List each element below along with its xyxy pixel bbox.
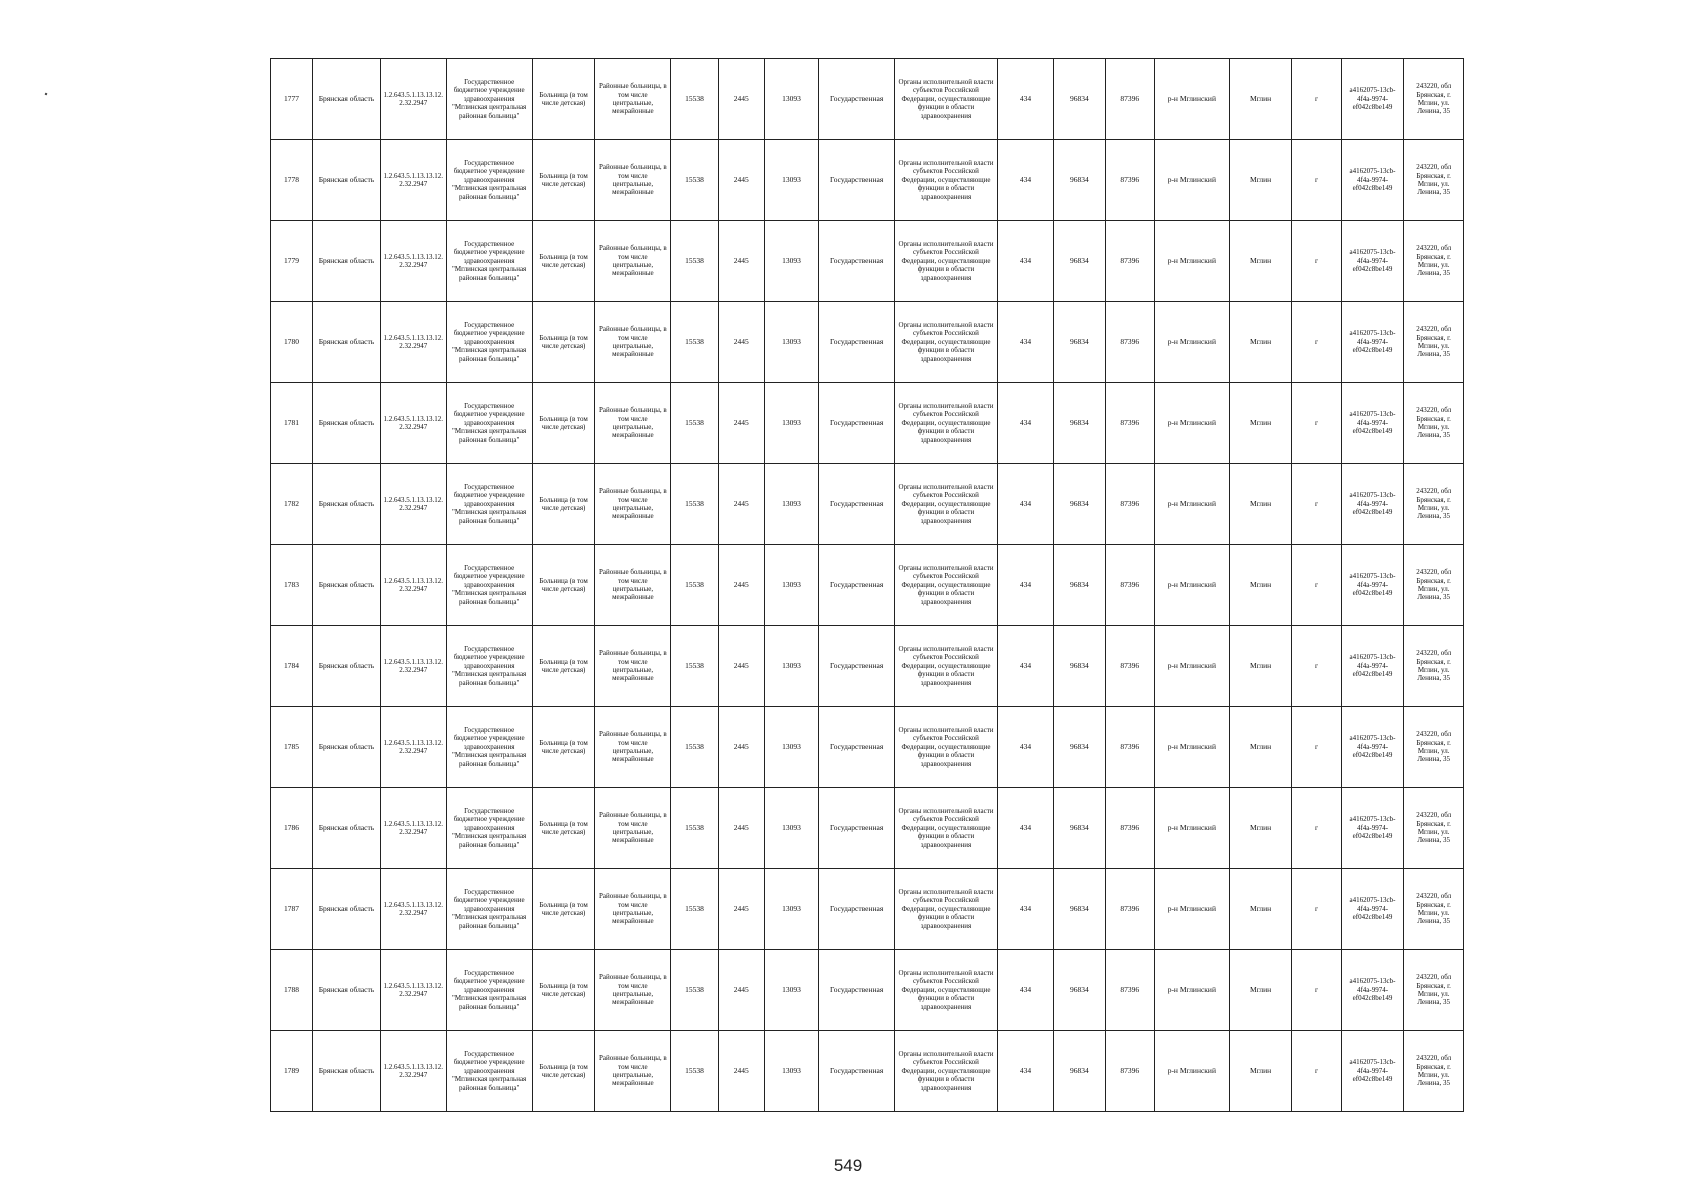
- table-row: [271, 1031, 1464, 1112]
- facility-subtype-cell: Районные больницы, в том числе центральные, межрайонные: [595, 869, 671, 950]
- value-cell-3: 13093: [764, 140, 818, 221]
- value-cell-3: 13093: [764, 464, 818, 545]
- authority-cell: Органы исполнительной власти субъектов Российской Федерации, осуществляющие функции в области здравоохранения: [895, 302, 998, 383]
- row-number: 1782: [271, 464, 313, 545]
- organization-name-cell: Государственное бюджетное учреждение здравоохранения "Мглинская центральная районная больница": [446, 464, 532, 545]
- value-cell-1: 15538: [671, 545, 718, 626]
- city-cell: Мглин: [1229, 626, 1292, 707]
- value-cell-4: 434: [997, 302, 1053, 383]
- district-cell: р-н Мглинский: [1154, 626, 1229, 707]
- oid-cell: 1.2.643.5.1.13.13.12.2.32.2947: [380, 950, 446, 1031]
- row-number: 1779: [271, 221, 313, 302]
- row-number: 1777: [271, 59, 313, 140]
- facility-type-cell: Больница (в том числе детская): [532, 140, 595, 221]
- organization-name-cell: Государственное бюджетное учреждение здравоохранения "Мглинская центральная районная больница": [446, 707, 532, 788]
- value-cell-3: 13093: [764, 950, 818, 1031]
- value-cell-6: 87396: [1105, 59, 1154, 140]
- guid-cell: a4162075-13cb-4f4a-9974-ef042c8be149: [1341, 140, 1404, 221]
- district-cell: р-н Мглинский: [1154, 707, 1229, 788]
- settlement-kind-cell: г: [1292, 140, 1341, 221]
- organization-name-cell: Государственное бюджетное учреждение здравоохранения "Мглинская центральная районная больница": [446, 545, 532, 626]
- facility-type-cell: Больница (в том числе детская): [532, 950, 595, 1031]
- oid-cell: 1.2.643.5.1.13.13.12.2.32.2947: [380, 59, 446, 140]
- facility-subtype-cell: Районные больницы, в том числе центральные, межрайонные: [595, 950, 671, 1031]
- value-cell-6: 87396: [1105, 1031, 1154, 1112]
- settlement-kind-cell: г: [1292, 545, 1341, 626]
- address-cell: 243220, обл Брянская, г. Мглин, ул. Ленина, 35: [1404, 383, 1464, 464]
- value-cell-5: 96834: [1054, 626, 1105, 707]
- region-cell: Брянская область: [313, 626, 381, 707]
- district-cell: р-н Мглинский: [1154, 788, 1229, 869]
- facility-subtype-cell: Районные больницы, в том числе центральные, межрайонные: [595, 140, 671, 221]
- value-cell-6: 87396: [1105, 950, 1154, 1031]
- value-cell-4: 434: [997, 626, 1053, 707]
- authority-cell: Органы исполнительной власти субъектов Российской Федерации, осуществляющие функции в области здравоохранения: [895, 221, 998, 302]
- value-cell-1: 15538: [671, 869, 718, 950]
- value-cell-4: 434: [997, 545, 1053, 626]
- oid-cell: 1.2.643.5.1.13.13.12.2.32.2947: [380, 545, 446, 626]
- value-cell-6: 87396: [1105, 383, 1154, 464]
- row-number: 1787: [271, 869, 313, 950]
- value-cell-1: 15538: [671, 140, 718, 221]
- district-cell: р-н Мглинский: [1154, 302, 1229, 383]
- value-cell-5: 96834: [1054, 383, 1105, 464]
- value-cell-3: 13093: [764, 545, 818, 626]
- address-cell: 243220, обл Брянская, г. Мглин, ул. Ленина, 35: [1404, 545, 1464, 626]
- value-cell-5: 96834: [1054, 464, 1105, 545]
- organization-name-cell: Государственное бюджетное учреждение здравоохранения "Мглинская центральная районная больница": [446, 221, 532, 302]
- value-cell-3: 13093: [764, 383, 818, 464]
- value-cell-5: 96834: [1054, 707, 1105, 788]
- facility-type-cell: Больница (в том числе детская): [532, 59, 595, 140]
- value-cell-4: 434: [997, 140, 1053, 221]
- row-number: 1780: [271, 302, 313, 383]
- region-cell: Брянская область: [313, 464, 381, 545]
- authority-cell: Органы исполнительной власти субъектов Российской Федерации, осуществляющие функции в области здравоохранения: [895, 1031, 998, 1112]
- table-row: [271, 221, 1464, 302]
- table-row: [271, 626, 1464, 707]
- oid-cell: 1.2.643.5.1.13.13.12.2.32.2947: [380, 221, 446, 302]
- city-cell: Мглин: [1229, 1031, 1292, 1112]
- address-cell: 243220, обл Брянская, г. Мглин, ул. Ленина, 35: [1404, 59, 1464, 140]
- value-cell-6: 87396: [1105, 788, 1154, 869]
- value-cell-3: 13093: [764, 302, 818, 383]
- value-cell-1: 15538: [671, 707, 718, 788]
- value-cell-2: 2445: [718, 302, 764, 383]
- value-cell-6: 87396: [1105, 869, 1154, 950]
- guid-cell: a4162075-13cb-4f4a-9974-ef042c8be149: [1341, 302, 1404, 383]
- authority-cell: Органы исполнительной власти субъектов Российской Федерации, осуществляющие функции в области здравоохранения: [895, 383, 998, 464]
- settlement-kind-cell: г: [1292, 59, 1341, 140]
- registry-table-body: [271, 59, 1464, 1112]
- value-cell-1: 15538: [671, 950, 718, 1031]
- region-cell: Брянская область: [313, 869, 381, 950]
- settlement-kind-cell: г: [1292, 788, 1341, 869]
- table-row: [271, 383, 1464, 464]
- facility-type-cell: Больница (в том числе детская): [532, 626, 595, 707]
- authority-cell: Органы исполнительной власти субъектов Российской Федерации, осуществляющие функции в области здравоохранения: [895, 59, 998, 140]
- oid-cell: 1.2.643.5.1.13.13.12.2.32.2947: [380, 869, 446, 950]
- region-cell: Брянская область: [313, 383, 381, 464]
- guid-cell: a4162075-13cb-4f4a-9974-ef042c8be149: [1341, 1031, 1404, 1112]
- value-cell-3: 13093: [764, 59, 818, 140]
- row-number: 1783: [271, 545, 313, 626]
- city-cell: Мглин: [1229, 950, 1292, 1031]
- organization-name-cell: Государственное бюджетное учреждение здравоохранения "Мглинская центральная районная больница": [446, 59, 532, 140]
- table-row: [271, 302, 1464, 383]
- value-cell-1: 15538: [671, 383, 718, 464]
- address-cell: 243220, обл Брянская, г. Мглин, ул. Ленина, 35: [1404, 221, 1464, 302]
- value-cell-2: 2445: [718, 869, 764, 950]
- address-cell: 243220, обл Брянская, г. Мглин, ул. Ленина, 35: [1404, 1031, 1464, 1112]
- value-cell-4: 434: [997, 950, 1053, 1031]
- row-number: 1789: [271, 1031, 313, 1112]
- ownership-cell: Государственная: [819, 788, 895, 869]
- table-row: [271, 788, 1464, 869]
- guid-cell: a4162075-13cb-4f4a-9974-ef042c8be149: [1341, 383, 1404, 464]
- settlement-kind-cell: г: [1292, 383, 1341, 464]
- organization-name-cell: Государственное бюджетное учреждение здравоохранения "Мглинская центральная районная больница": [446, 302, 532, 383]
- settlement-kind-cell: г: [1292, 707, 1341, 788]
- guid-cell: a4162075-13cb-4f4a-9974-ef042c8be149: [1341, 221, 1404, 302]
- value-cell-6: 87396: [1105, 626, 1154, 707]
- value-cell-4: 434: [997, 869, 1053, 950]
- value-cell-4: 434: [997, 707, 1053, 788]
- value-cell-3: 13093: [764, 869, 818, 950]
- oid-cell: 1.2.643.5.1.13.13.12.2.32.2947: [380, 302, 446, 383]
- guid-cell: a4162075-13cb-4f4a-9974-ef042c8be149: [1341, 869, 1404, 950]
- region-cell: Брянская область: [313, 950, 381, 1031]
- value-cell-2: 2445: [718, 59, 764, 140]
- district-cell: р-н Мглинский: [1154, 383, 1229, 464]
- authority-cell: Органы исполнительной власти субъектов Российской Федерации, осуществляющие функции в области здравоохранения: [895, 626, 998, 707]
- row-number: 1784: [271, 626, 313, 707]
- facility-subtype-cell: Районные больницы, в том числе центральные, межрайонные: [595, 788, 671, 869]
- value-cell-2: 2445: [718, 221, 764, 302]
- address-cell: 243220, обл Брянская, г. Мглин, ул. Ленина, 35: [1404, 950, 1464, 1031]
- authority-cell: Органы исполнительной власти субъектов Российской Федерации, осуществляющие функции в области здравоохранения: [895, 707, 998, 788]
- facility-type-cell: Больница (в том числе детская): [532, 383, 595, 464]
- value-cell-4: 434: [997, 383, 1053, 464]
- value-cell-1: 15538: [671, 302, 718, 383]
- value-cell-2: 2445: [718, 464, 764, 545]
- authority-cell: Органы исполнительной власти субъектов Российской Федерации, осуществляющие функции в области здравоохранения: [895, 788, 998, 869]
- city-cell: Мглин: [1229, 221, 1292, 302]
- value-cell-2: 2445: [718, 707, 764, 788]
- city-cell: Мглин: [1229, 302, 1292, 383]
- value-cell-3: 13093: [764, 788, 818, 869]
- region-cell: Брянская область: [313, 140, 381, 221]
- facility-subtype-cell: Районные больницы, в том числе центральные, межрайонные: [595, 545, 671, 626]
- settlement-kind-cell: г: [1292, 1031, 1341, 1112]
- district-cell: р-н Мглинский: [1154, 950, 1229, 1031]
- organization-name-cell: Государственное бюджетное учреждение здравоохранения "Мглинская центральная районная больница": [446, 788, 532, 869]
- city-cell: Мглин: [1229, 869, 1292, 950]
- value-cell-6: 87396: [1105, 545, 1154, 626]
- guid-cell: a4162075-13cb-4f4a-9974-ef042c8be149: [1341, 545, 1404, 626]
- value-cell-3: 13093: [764, 707, 818, 788]
- authority-cell: Органы исполнительной власти субъектов Российской Федерации, осуществляющие функции в области здравоохранения: [895, 950, 998, 1031]
- oid-cell: 1.2.643.5.1.13.13.12.2.32.2947: [380, 707, 446, 788]
- value-cell-5: 96834: [1054, 302, 1105, 383]
- address-cell: 243220, обл Брянская, г. Мглин, ул. Ленина, 35: [1404, 626, 1464, 707]
- facility-type-cell: Больница (в том числе детская): [532, 869, 595, 950]
- guid-cell: a4162075-13cb-4f4a-9974-ef042c8be149: [1341, 626, 1404, 707]
- facility-type-cell: Больница (в том числе детская): [532, 221, 595, 302]
- region-cell: Брянская область: [313, 788, 381, 869]
- guid-cell: a4162075-13cb-4f4a-9974-ef042c8be149: [1341, 950, 1404, 1031]
- ownership-cell: Государственная: [819, 383, 895, 464]
- value-cell-6: 87396: [1105, 707, 1154, 788]
- oid-cell: 1.2.643.5.1.13.13.12.2.32.2947: [380, 383, 446, 464]
- region-cell: Брянская область: [313, 302, 381, 383]
- table-row: [271, 464, 1464, 545]
- value-cell-1: 15538: [671, 464, 718, 545]
- value-cell-1: 15538: [671, 59, 718, 140]
- settlement-kind-cell: г: [1292, 869, 1341, 950]
- table-row: [271, 59, 1464, 140]
- table-row: [271, 707, 1464, 788]
- organization-name-cell: Государственное бюджетное учреждение здравоохранения "Мглинская центральная районная больница": [446, 1031, 532, 1112]
- value-cell-5: 96834: [1054, 1031, 1105, 1112]
- address-cell: 243220, обл Брянская, г. Мглин, ул. Ленина, 35: [1404, 788, 1464, 869]
- district-cell: р-н Мглинский: [1154, 869, 1229, 950]
- value-cell-3: 13093: [764, 1031, 818, 1112]
- value-cell-6: 87396: [1105, 140, 1154, 221]
- city-cell: Мглин: [1229, 383, 1292, 464]
- organization-name-cell: Государственное бюджетное учреждение здравоохранения "Мглинская центральная районная больница": [446, 869, 532, 950]
- ownership-cell: Государственная: [819, 140, 895, 221]
- row-number: 1781: [271, 383, 313, 464]
- settlement-kind-cell: г: [1292, 626, 1341, 707]
- value-cell-4: 434: [997, 221, 1053, 302]
- value-cell-2: 2445: [718, 140, 764, 221]
- authority-cell: Органы исполнительной власти субъектов Российской Федерации, осуществляющие функции в области здравоохранения: [895, 869, 998, 950]
- district-cell: р-н Мглинский: [1154, 545, 1229, 626]
- facility-type-cell: Больница (в том числе детская): [532, 788, 595, 869]
- oid-cell: 1.2.643.5.1.13.13.12.2.32.2947: [380, 626, 446, 707]
- ownership-cell: Государственная: [819, 545, 895, 626]
- facility-subtype-cell: Районные больницы, в том числе центральные, межрайонные: [595, 707, 671, 788]
- oid-cell: 1.2.643.5.1.13.13.12.2.32.2947: [380, 140, 446, 221]
- value-cell-4: 434: [997, 788, 1053, 869]
- organization-name-cell: Государственное бюджетное учреждение здравоохранения "Мглинская центральная районная больница": [446, 950, 532, 1031]
- authority-cell: Органы исполнительной власти субъектов Российской Федерации, осуществляющие функции в области здравоохранения: [895, 464, 998, 545]
- ownership-cell: Государственная: [819, 59, 895, 140]
- settlement-kind-cell: г: [1292, 950, 1341, 1031]
- authority-cell: Органы исполнительной власти субъектов Российской Федерации, осуществляющие функции в области здравоохранения: [895, 140, 998, 221]
- table-row: [271, 140, 1464, 221]
- page-number: 549: [833, 1156, 863, 1175]
- region-cell: Брянская область: [313, 1031, 381, 1112]
- value-cell-2: 2445: [718, 950, 764, 1031]
- district-cell: р-н Мглинский: [1154, 140, 1229, 221]
- region-cell: Брянская область: [313, 545, 381, 626]
- scan-speck: [45, 93, 48, 96]
- district-cell: р-н Мглинский: [1154, 59, 1229, 140]
- address-cell: 243220, обл Брянская, г. Мглин, ул. Ленина, 35: [1404, 869, 1464, 950]
- value-cell-2: 2445: [718, 626, 764, 707]
- table-row: [271, 950, 1464, 1031]
- ownership-cell: Государственная: [819, 950, 895, 1031]
- value-cell-5: 96834: [1054, 950, 1105, 1031]
- value-cell-5: 96834: [1054, 869, 1105, 950]
- registry-table: [270, 58, 1464, 1112]
- authority-cell: Органы исполнительной власти субъектов Российской Федерации, осуществляющие функции в области здравоохранения: [895, 545, 998, 626]
- value-cell-5: 96834: [1054, 545, 1105, 626]
- city-cell: Мглин: [1229, 59, 1292, 140]
- facility-subtype-cell: Районные больницы, в том числе центральные, межрайонные: [595, 626, 671, 707]
- value-cell-6: 87396: [1105, 221, 1154, 302]
- settlement-kind-cell: г: [1292, 464, 1341, 545]
- value-cell-2: 2445: [718, 545, 764, 626]
- value-cell-1: 15538: [671, 1031, 718, 1112]
- settlement-kind-cell: г: [1292, 302, 1341, 383]
- ownership-cell: Государственная: [819, 869, 895, 950]
- value-cell-2: 2445: [718, 788, 764, 869]
- ownership-cell: Государственная: [819, 707, 895, 788]
- organization-name-cell: Государственное бюджетное учреждение здравоохранения "Мглинская центральная районная больница": [446, 140, 532, 221]
- region-cell: Брянская область: [313, 221, 381, 302]
- city-cell: Мглин: [1229, 707, 1292, 788]
- organization-name-cell: Государственное бюджетное учреждение здравоохранения "Мглинская центральная районная больница": [446, 383, 532, 464]
- row-number: 1778: [271, 140, 313, 221]
- value-cell-2: 2445: [718, 383, 764, 464]
- guid-cell: a4162075-13cb-4f4a-9974-ef042c8be149: [1341, 788, 1404, 869]
- value-cell-1: 15538: [671, 626, 718, 707]
- organization-name-cell: Государственное бюджетное учреждение здравоохранения "Мглинская центральная районная больница": [446, 626, 532, 707]
- address-cell: 243220, обл Брянская, г. Мглин, ул. Ленина, 35: [1404, 302, 1464, 383]
- value-cell-5: 96834: [1054, 221, 1105, 302]
- facility-type-cell: Больница (в том числе детская): [532, 464, 595, 545]
- guid-cell: a4162075-13cb-4f4a-9974-ef042c8be149: [1341, 59, 1404, 140]
- region-cell: Брянская область: [313, 59, 381, 140]
- facility-subtype-cell: Районные больницы, в том числе центральные, межрайонные: [595, 221, 671, 302]
- ownership-cell: Государственная: [819, 1031, 895, 1112]
- facility-subtype-cell: Районные больницы, в том числе центральные, межрайонные: [595, 464, 671, 545]
- district-cell: р-н Мглинский: [1154, 221, 1229, 302]
- address-cell: 243220, обл Брянская, г. Мглин, ул. Ленина, 35: [1404, 140, 1464, 221]
- row-number: 1785: [271, 707, 313, 788]
- facility-type-cell: Больница (в том числе детская): [532, 545, 595, 626]
- city-cell: Мглин: [1229, 140, 1292, 221]
- settlement-kind-cell: г: [1292, 221, 1341, 302]
- region-cell: Брянская область: [313, 707, 381, 788]
- guid-cell: a4162075-13cb-4f4a-9974-ef042c8be149: [1341, 464, 1404, 545]
- ownership-cell: Государственная: [819, 221, 895, 302]
- guid-cell: a4162075-13cb-4f4a-9974-ef042c8be149: [1341, 707, 1404, 788]
- value-cell-4: 434: [997, 59, 1053, 140]
- value-cell-2: 2445: [718, 1031, 764, 1112]
- value-cell-6: 87396: [1105, 464, 1154, 545]
- district-cell: р-н Мглинский: [1154, 464, 1229, 545]
- ownership-cell: Государственная: [819, 464, 895, 545]
- facility-subtype-cell: Районные больницы, в том числе центральные, межрайонные: [595, 59, 671, 140]
- value-cell-4: 434: [997, 1031, 1053, 1112]
- address-cell: 243220, обл Брянская, г. Мглин, ул. Ленина, 35: [1404, 464, 1464, 545]
- ownership-cell: Государственная: [819, 302, 895, 383]
- table-row: [271, 545, 1464, 626]
- facility-type-cell: Больница (в том числе детская): [532, 302, 595, 383]
- oid-cell: 1.2.643.5.1.13.13.12.2.32.2947: [380, 1031, 446, 1112]
- address-cell: 243220, обл Брянская, г. Мглин, ул. Ленина, 35: [1404, 707, 1464, 788]
- city-cell: Мглин: [1229, 788, 1292, 869]
- value-cell-1: 15538: [671, 788, 718, 869]
- value-cell-3: 13093: [764, 626, 818, 707]
- value-cell-4: 434: [997, 464, 1053, 545]
- oid-cell: 1.2.643.5.1.13.13.12.2.32.2947: [380, 788, 446, 869]
- facility-type-cell: Больница (в том числе детская): [532, 1031, 595, 1112]
- value-cell-5: 96834: [1054, 59, 1105, 140]
- city-cell: Мглин: [1229, 545, 1292, 626]
- value-cell-5: 96834: [1054, 788, 1105, 869]
- city-cell: Мглин: [1229, 464, 1292, 545]
- oid-cell: 1.2.643.5.1.13.13.12.2.32.2947: [380, 464, 446, 545]
- value-cell-6: 87396: [1105, 302, 1154, 383]
- facility-type-cell: Больница (в том числе детская): [532, 707, 595, 788]
- row-number: 1788: [271, 950, 313, 1031]
- facility-subtype-cell: Районные больницы, в том числе центральные, межрайонные: [595, 1031, 671, 1112]
- value-cell-5: 96834: [1054, 140, 1105, 221]
- row-number: 1786: [271, 788, 313, 869]
- facility-subtype-cell: Районные больницы, в том числе центральные, межрайонные: [595, 383, 671, 464]
- value-cell-1: 15538: [671, 221, 718, 302]
- facility-subtype-cell: Районные больницы, в том числе центральные, межрайонные: [595, 302, 671, 383]
- value-cell-3: 13093: [764, 221, 818, 302]
- table-row: [271, 869, 1464, 950]
- ownership-cell: Государственная: [819, 626, 895, 707]
- district-cell: р-н Мглинский: [1154, 1031, 1229, 1112]
